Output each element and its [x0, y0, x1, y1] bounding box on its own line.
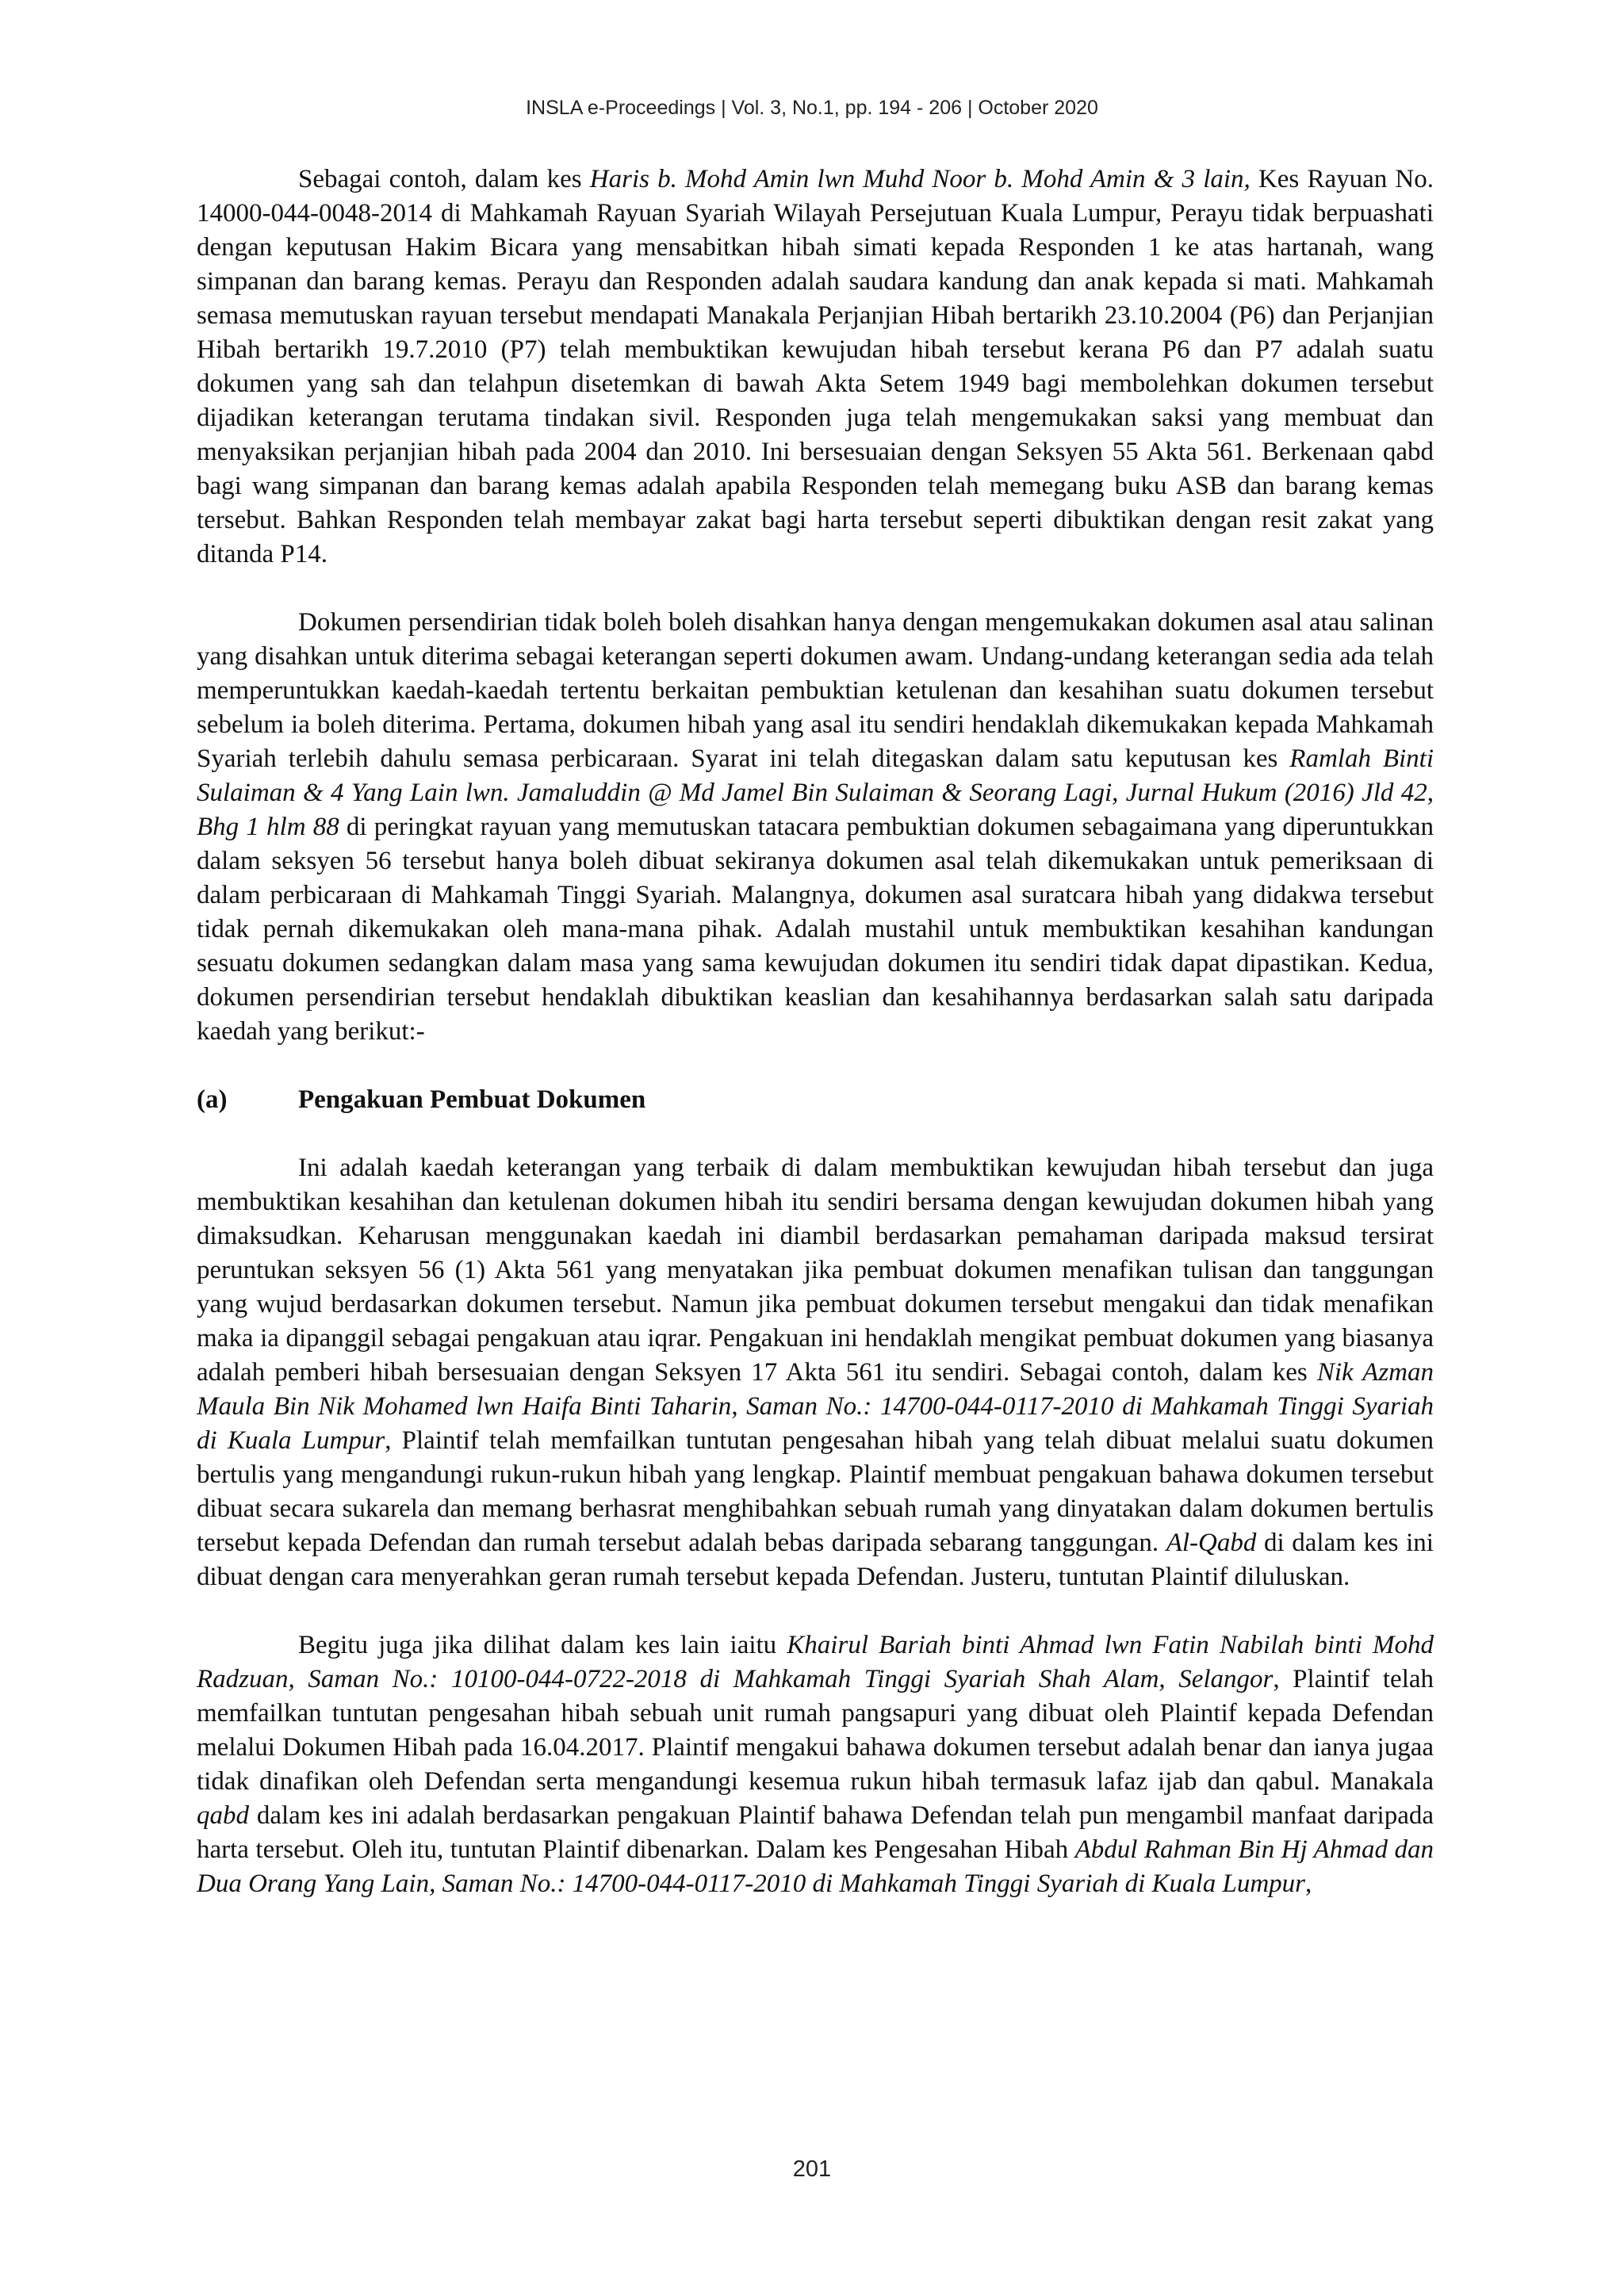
section-letter: (a) [197, 1085, 228, 1114]
italic-run: Haris b. Mohd Amin lwn Muhd Noor b. Mohd Amin & 3 lain, [589, 165, 1251, 193]
text-run: , Plaintif telah memfailkan tuntutan pengesahan hibah sebuah unit rumah pangsapuri yang dibuat oleh Plaintif kepada Defendan melalui Dokumen Hibah pada 16.04.2017. Plaintif mengakui bahawa dokumen tersebut adalah benar dan ianya jugaa tidak dinafikan oleh Defendan serta mengandungi kesemua rukun hibah termasuk lafaz ijab dan qabul. Manakala [197, 1665, 1434, 1796]
paragraph [197, 606, 1434, 1049]
section-title: Pengakuan Pembuat Dokumen [298, 1085, 646, 1114]
text-run: Begitu juga jika dilihat dalam kes lain iaitu [298, 1631, 787, 1659]
paragraph [197, 1628, 1434, 1901]
text-run: dalam kes ini adalah berdasarkan pengakuan Plaintif bahawa Defendan telah pun mengambil manfaat daripada harta tersebut. Oleh itu, tuntutan Plaintif dibenarkan. Dalam kes Pengesahan Hibah [197, 1801, 1434, 1864]
document-body [197, 163, 1434, 1901]
italic-run: Khairul Bariah binti Ahmad lwn Fatin Nabilah binti Mohd Radzuan, Saman No.: 10100-044-0722-2018 di Mahkamah Tinggi Syariah Shah Alam, Selangor [197, 1631, 1434, 1693]
text-run: di peringkat rayuan yang memutuskan tatacara pembuktian dokumen sebagaimana yang diperuntukkan dalam seksyen 56 tersebut hanya boleh dibuat sekiranya dokumen asal telah dikemukakan untuk pemeriksaan di dalam perbicaraan di Mahkamah Tinggi Syariah. Malangnya, dokumen asal suratcara hibah yang didakwa tersebut tidak pernah dikemukakan oleh mana-mana pihak. Adalah mustahil untuk membuktikan kesahihan kandungan sesuatu dokumen sedangkan dalam masa yang sama kewujudan dokumen itu sendiri tidak dapat dipastikan. Kedua, dokumen persendirian tersebut hendaklah dibuktikan keaslian dan kesahihannya berdasarkan salah satu daripada kaedah yang berikut:- [197, 813, 1434, 1046]
text-run: Sebagai contoh, dalam kes [298, 165, 590, 193]
paragraph [197, 163, 1434, 572]
text-run: , [1305, 1869, 1312, 1898]
italic-run: Al-Qabd [1166, 1529, 1257, 1557]
section-heading [197, 1083, 1434, 1117]
italic-run: Nik Azman Maula Bin Nik Mohamed lwn Haifa Binti Taharin [197, 1358, 1434, 1421]
text-run: , [731, 1392, 747, 1421]
text-run: , Plaintif telah memfailkan tuntutan pengesahan hibah yang telah dibuat melalui suatu dokumen bertulis yang mengandungi rukun-rukun hibah yang lengkap. Plaintif membuat pengakuan bahawa dokumen tersebut dibuat secara sukarela dan memang berhasrat menghibahkan sebuah rumah yang dinyatakan dalam dokumen bertulis tersebut kepada Defendan dan rumah tersebut adalah bebas daripada sebarang tanggungan. [197, 1426, 1434, 1557]
italic-run: qabd [197, 1801, 249, 1830]
paragraph [197, 1151, 1434, 1594]
italic-run: Saman No.: 14700-044-0117-2010 di Mahkamah Tinggi Syariah di Kuala Lumpur [197, 1392, 1434, 1455]
text-run: Dokumen persendirian tidak boleh boleh disahkan hanya dengan mengemukakan dokumen asal atau salinan yang disahkan untuk diterima sebagai keterangan seperti dokumen awam. Undang-undang keterangan sedia ada telah memperuntukkan kaedah-kaedah tertentu berkaitan pembuktian ketulenan dan kesahihan suatu dokumen tersebut sebelum ia boleh diterima. Pertama, dokumen hibah yang asal itu sendiri hendaklah dikemukakan kepada Mahkamah Syariah terlebih dahulu semasa perbicaraan. Syarat ini telah ditegaskan dalam satu keputusan kes [197, 608, 1434, 773]
running-header: INSLA e-Proceedings | Vol. 3, No.1, pp. 194 - 206 | October 2020 [526, 97, 1098, 119]
page-number: 201 [792, 2156, 832, 2182]
text-run: di dalam kes ini dibuat dengan cara menyerahkan geran rumah tersebut kepada Defendan. Justeru, tuntutan Plaintif diluluskan. [197, 1529, 1434, 1591]
italic-run: Abdul Rahman Bin Hj Ahmad dan Dua Orang Yang Lain, Saman No.: 14700-044-0117-2010 di Mahkamah Tinggi Syariah di Kuala Lumpur [197, 1835, 1434, 1898]
text-run: Ini adalah kaedah keterangan yang terbaik di dalam membuktikan kewujudan hibah tersebut dan juga membuktikan kesahihan dan ketulenan dokumen hibah itu sendiri bersama dengan kewujudan dokumen hibah yang dimaksudkan. Keharusan menggunakan kaedah ini diambil berdasarkan pemahaman daripada maksud tersirat peruntukan seksyen 56 (1) Akta 561 yang menyatakan jika pembuat dokumen menafikan tulisan dan tanggungan yang wujud berdasarkan dokumen tersebut. Namun jika pembuat dokumen tersebut mengakui dan tidak menafikan maka ia dipanggil sebagai pengakuan atau iqrar. Pengakuan ini hendaklah mengikat pembuat dokumen yang biasanya adalah pemberi hibah bersesuaian dengan Seksyen 17 Akta 561 itu sendiri. Sebagai contoh, dalam kes [197, 1154, 1434, 1387]
text-run: Kes Rayuan No. 14000-044-0048-2014 di Mahkamah Rayuan Syariah Wilayah Persejutuan Kuala Lumpur, Perayu tidak berpuashati dengan keputusan Hakim Bicara yang mensabitkan hibah simati kepada Responden 1 ke atas hartanah, wang simpanan dan barang kemas. Perayu dan Responden adalah saudara kandung dan anak kepada si mati. Mahkamah semasa memutuskan rayuan tersebut mendapati Manakala Perjanjian Hibah bertarikh 23.10.2004 (P6) dan Perjanjian Hibah bertarikh 19.7.2010 (P7) telah membuktikan kewujudan hibah tersebut kerana P6 dan P7 adalah suatu dokumen yang sah dan telahpun disetemkan di bawah Akta Setem 1949 bagi membolehkan dokumen tersebut dijadikan keterangan terutama tindakan sivil. Responden juga telah mengemukakan saksi yang membuat dan menyaksikan perjanjian hibah pada 2004 dan 2010. Ini bersesuaian dengan Seksyen 55 Akta 561. Berkenaan qabd bagi wang simpanan dan barang kemas adalah apabila Responden telah memegang buku ASB dan barang kemas tersebut. Bahkan Responden telah membayar zakat bagi harta tersebut seperti dibuktikan dengan resit zakat yang ditanda P14. [197, 165, 1434, 568]
italic-run: Ramlah Binti Sulaiman & 4 Yang Lain lwn. Jamaluddin @ Md Jamel Bin Sulaiman & Seorang Lagi, Jurnal Hukum (2016) Jld 42, Bhg 1 hlm 88 [197, 744, 1434, 841]
